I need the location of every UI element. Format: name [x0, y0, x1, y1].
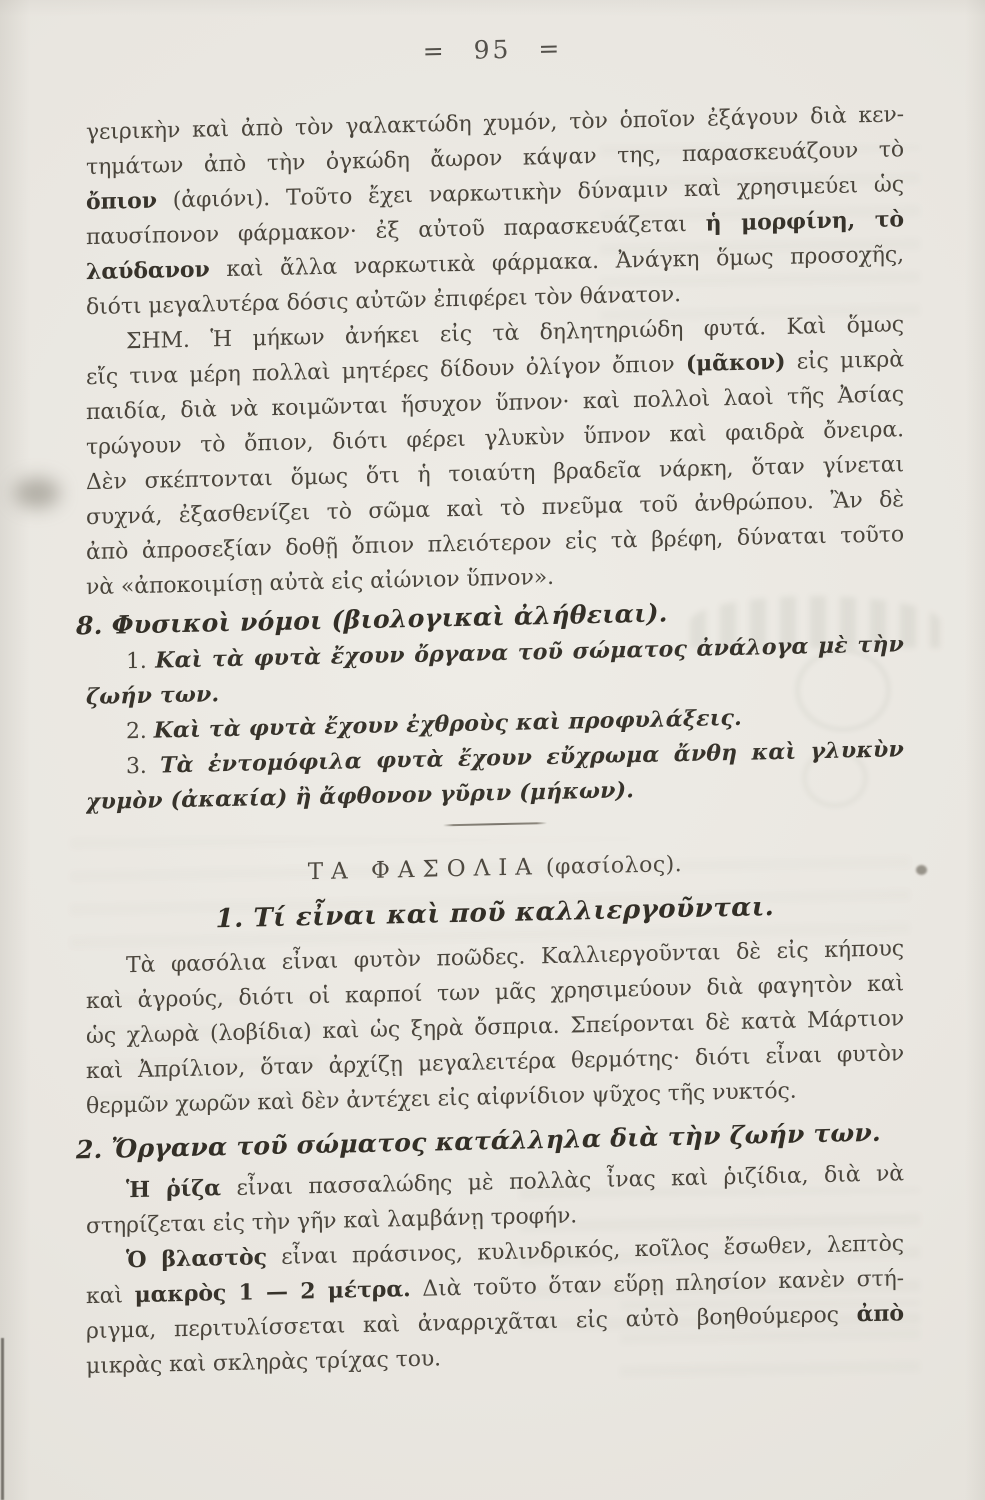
laws-heading: 8. Φυσικοὶ νόμοι (βιολογικαὶ ἀλήθειαι).: [76, 598, 668, 641]
text: εἴς τινα μέρη πολλαὶ μητέρες δίδουν ὀλίγον ὄπιον: [86, 352, 686, 391]
bold-text: ὄπιον: [86, 187, 157, 216]
bold-text: λαύδανον: [86, 256, 210, 286]
text: ΣΗΜ. Ἡ μήκων ἀνήκει εἰς τὰ δηλητηριώδη φυτά. Καὶ ὅμως: [126, 312, 904, 355]
note-paragraph: [86, 307, 904, 605]
bold-text: μακρὸς 1 — 2 μέτρα.: [134, 1276, 411, 1309]
bold-text: (μᾶκον): [685, 348, 786, 378]
text: 1.: [126, 648, 156, 675]
intro-paragraph: [86, 97, 904, 325]
text: 2.: [126, 718, 154, 745]
section-divider: [443, 822, 547, 826]
text: νὰ «ἀποκοιμίσῃ αὐτὰ εἰς αἰώνιον ὕπνον».: [86, 564, 554, 601]
bold-text: ἀπὸ: [856, 1300, 904, 1328]
bold-text: Καὶ τὰ φυτὰ ἔχουν ὄργανα τοῦ σώματος ἀνάλογα μὲ τὴν: [155, 631, 904, 674]
page-number: = 95 =: [422, 33, 563, 66]
bold-text: χυμὸν (ἀκακία) ἢ ἄφθονον γῦριν (μήκων).: [86, 777, 635, 816]
beans-subheading-1: 1. Τί εἶναι καὶ ποῦ καλλιεργοῦνται.: [215, 892, 775, 935]
text: ὡς χλωρὰ (λοβίδια) καὶ ὡς ξηρὰ ὄσπρια. Σπείρονται δὲ κατὰ Μάρτιον: [86, 1006, 904, 1050]
text: Δὲν σκέπτονται ὅμως ὅτι ἡ τοιαύτη βραδεῖα νάρκη, ὅταν γίνεται: [86, 452, 904, 496]
text: παυσίπονον φάρμακον· ἐξ αὐτοῦ παρασκευάζεται: [86, 211, 706, 251]
stem-paragraph: [86, 1226, 904, 1384]
text: θερμῶν χωρῶν καὶ δὲν ἀντέχει εἰς αἰφνίδιον ψῦχος τῆς νυκτός.: [86, 1078, 797, 1120]
beans-title-caps: ΤΑ ΦΑΣΟΛΙΑ: [307, 854, 540, 886]
text: τημάτων ἀπὸ τὴν ὀγκώδη ἄωρον κάψαν της, παρασκευάζουν τὸ: [86, 137, 904, 181]
text: γειρικὴν καὶ ἀπὸ τὸν γαλακτώδη χυμόν, τὸν ὁποῖον ἐξάγουν διὰ κεν-: [86, 102, 904, 146]
laws-list: [86, 627, 904, 820]
text: 3.: [126, 753, 161, 780]
text: Διὰ τοῦτο ὅταν εὕρῃ πλησίον κανὲν στή-: [410, 1266, 904, 1303]
text: καὶ: [86, 1283, 135, 1310]
text: ἀπὸ ἀπροσεξίαν δοθῇ ὄπιον πλειότερον εἰς τὰ βρέφη, δύναται τοῦτο: [86, 522, 904, 566]
bold-text: ἡ μορφίνη, τὸ: [705, 206, 904, 237]
text: (ἀφιόνι). Τοῦτο ἔχει ναρκωτικὴν δύναμιν καὶ χρησιμεύει ὡς: [156, 172, 904, 214]
text: τρώγουν τὸ ὄπιον, διότι φέρει γλυκὺν ὕπνον καὶ φαιδρὰ ὄνειρα.: [86, 417, 904, 461]
text: καὶ ἀγρούς, διότι οἱ καρποί των μᾶς χρησιμεύουν διὰ φαγητὸν καὶ: [86, 971, 904, 1015]
text: εἶναι πράσινος, κυλινδρικός, κοῖλος ἔσωθεν, λεπτὸς: [266, 1231, 904, 1271]
text: εἰς μικρὰ: [785, 347, 904, 375]
text: καὶ Ἀπρίλιον, ὅταν ἀρχίζῃ μεγαλειτέρα θερμότης· διότι εἶναι φυτὸν: [86, 1041, 904, 1085]
bold-text: Ἡ ῥίζα: [126, 1175, 221, 1204]
text: καὶ ἄλλα ναρκωτικὰ φάρμακα. Ἀνάγκη ὅμως προσοχῆς,: [209, 242, 904, 283]
text: διότι μεγαλυτέρα δόσις αὐτῶν ἐπιφέρει τὸν θάνατον.: [86, 282, 681, 321]
bold-text: Καὶ τὰ φυτὰ ἔχουν ἐχθροὺς καὶ προφυλάξεις.: [153, 704, 743, 744]
text: μικρὰς καὶ σκληρὰς τρίχας του.: [86, 1346, 442, 1380]
text: παιδία, διὰ νὰ κοιμῶνται ἥσυχον ὕπνον· καὶ πολλοὶ λαοὶ τῆς Ἀσίας: [86, 382, 904, 426]
text: συχνά, ἐξασθενίζει τὸ σῶμα καὶ τὸ πνεῦμα τοῦ ἀνθρώπου. Ἂν δὲ: [86, 487, 904, 531]
bold-text: ζωήν των.: [86, 681, 220, 711]
text: ριγμα, περιτυλίσσεται καὶ ἀναρριχᾶται εἰς αὐτὸ βοηθούμερος: [86, 1302, 857, 1345]
bold-text: Τὰ ἐντομόφιλα φυτὰ ἔχουν εὔχρωμα ἄνθη καὶ γλυκὺν: [160, 736, 904, 779]
beans-title-paren: (φασίολος).: [545, 852, 683, 881]
text: εἶναι πασσαλώδης μὲ πολλὰς ἶνας καὶ ῥιζίδια, διὰ νὰ: [220, 1161, 904, 1202]
text: Τὰ φασόλια εἶναι φυτὸν ποῶδες. Καλλιεργοῦνται δὲ εἰς κήπους: [126, 936, 904, 979]
text: στηρίζεται εἰς τὴν γῆν καὶ λαμβάνῃ τροφήν.: [86, 1203, 578, 1240]
beans-intro-paragraph: [86, 931, 904, 1124]
beans-subheading-2: 2. Ὄργανα τοῦ σώματος κατάλληλα διὰ τὴν ζωήν των.: [76, 1117, 881, 1165]
beans-title: [86, 846, 904, 890]
page-content: [76, 97, 904, 1384]
bold-text: Ὁ βλαστὸς: [126, 1244, 267, 1274]
